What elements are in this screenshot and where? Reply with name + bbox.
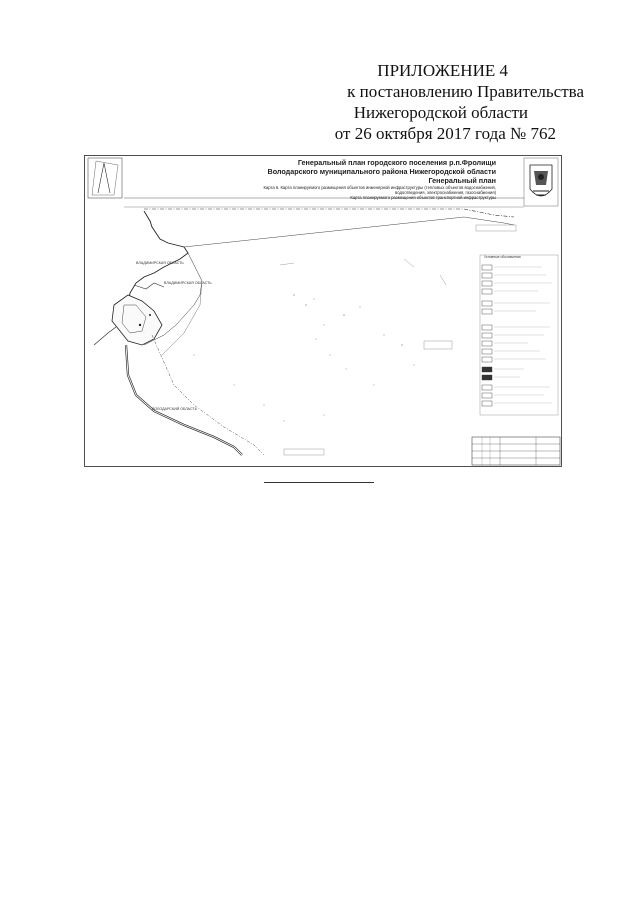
map-title-block bbox=[234, 158, 496, 200]
settlement-boundary-main bbox=[184, 217, 514, 247]
map-subtitle-line1: Карта 6. Карта планируемого размещения объектов инженерной инфраструктуры (тепловых объектов водоснабжения, водоотведения, электроснабжения, газоснабжения) bbox=[263, 185, 496, 195]
map-title-line3: Генеральный план bbox=[428, 176, 496, 185]
region-label-vladimir-1: ВЛАДИМИРСКАЯ ОБЛАСТЬ bbox=[136, 261, 184, 265]
resolution-date: от 26 октября 2017 года № 762 bbox=[334, 124, 556, 143]
north-arrow-inset bbox=[88, 158, 122, 198]
map-title-line2: Володарского муниципального района Нижегородской области bbox=[267, 167, 496, 176]
map-subtitle-line2: Карта планируемого размещения объектов транспортной инфраструктуры bbox=[350, 195, 496, 200]
legend-title: Условные обозначения bbox=[484, 255, 521, 259]
north-arrow-icon bbox=[98, 163, 110, 193]
region-name: Нижегородской области bbox=[353, 103, 528, 122]
legend-text-lines bbox=[494, 267, 552, 403]
map-drawing bbox=[84, 155, 562, 467]
map-frame bbox=[85, 156, 562, 467]
settlement-boundary-top bbox=[144, 209, 514, 217]
resolution-reference: к постановлению Правительства bbox=[347, 82, 584, 101]
region-label-volodarsky: ВОЛОДАРСКИЙ ОБЛАСТЬ bbox=[152, 407, 198, 411]
river-line bbox=[128, 211, 188, 305]
town-area bbox=[112, 295, 162, 345]
scattered-features bbox=[194, 294, 415, 421]
general-plan-map bbox=[84, 155, 562, 467]
appendix-label: ПРИЛОЖЕНИЕ 4 bbox=[377, 61, 508, 80]
legend-symbols bbox=[482, 265, 492, 406]
region-label-vladimir-2: ВЛАДИМИРСКАЯ ОБЛАСТЬ bbox=[164, 281, 212, 285]
document-header bbox=[300, 60, 600, 144]
railway bbox=[126, 345, 242, 455]
bottom-separator bbox=[264, 482, 374, 483]
map-title-line1: Генеральный план городского поселения р.п.Фролищи bbox=[297, 158, 496, 167]
